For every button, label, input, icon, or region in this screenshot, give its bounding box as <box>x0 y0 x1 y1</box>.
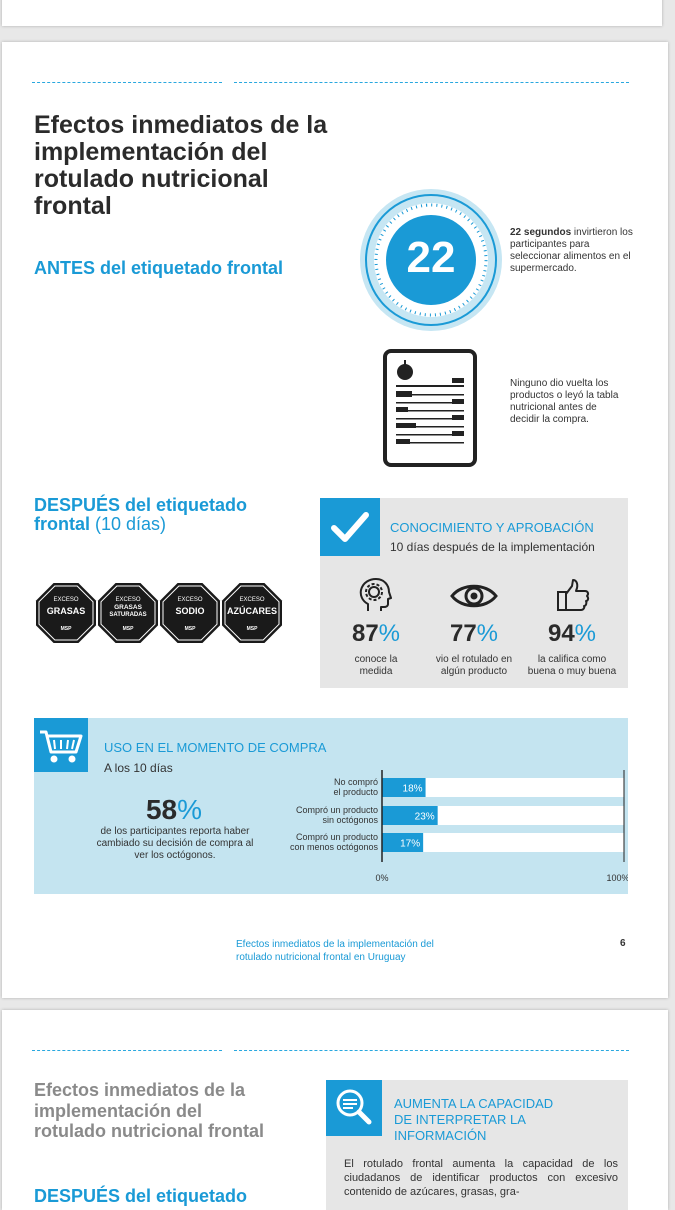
octagon-top-text: EXCESO <box>115 597 141 603</box>
conocimiento-subtitle: 10 días después de la implementación <box>390 540 595 554</box>
octagon-row <box>35 582 283 646</box>
uso-title: USO EN EL MOMENTO DE COMPRA <box>104 740 327 755</box>
eye-icon <box>450 582 498 610</box>
stat-conoce <box>334 620 418 678</box>
warning-octagon <box>97 582 159 644</box>
previous-page <box>2 0 662 26</box>
octagon-sub-text: MSP <box>122 626 134 632</box>
stat-label: la califica como buena o muy buena <box>527 654 617 677</box>
despues-heading-bold: DESPUÉS del etiquetado frontal <box>34 495 248 534</box>
octagon-top-text: EXCESO <box>177 597 203 603</box>
ninguno-description: Ninguno dio vuelta los productos o leyó la tabla nutricional antes de decidir la compra. <box>510 378 619 425</box>
stat-value: 94% <box>547 620 597 647</box>
bar-chart-svg <box>264 766 628 894</box>
aumenta-title: AUMENTA LA CAPACIDAD DE INTERPRETAR LA INFORMACIÓN <box>394 1096 554 1143</box>
category-label: Compró un producto <box>295 805 378 815</box>
octagon-main-text: SATURADAS <box>109 612 147 618</box>
stat-califica <box>526 620 618 678</box>
octagon-main-text: GRASAS <box>46 606 86 616</box>
uso-subtitle: A los 10 días <box>104 761 173 775</box>
seconds-value: 22 <box>406 233 456 282</box>
purchase-bar-chart <box>264 766 628 894</box>
octagon-sub-text: MSP <box>60 626 72 632</box>
big-stat-value: 58% <box>145 794 203 825</box>
aumenta-panel <box>326 1080 628 1210</box>
octagon-main-text: SODIO <box>175 606 205 616</box>
bar-value-label: 18% <box>402 783 423 795</box>
bar-value-label: 23% <box>414 811 435 823</box>
category-label: con menos octógonos <box>289 842 378 852</box>
header-rule-left <box>32 82 222 83</box>
warning-octagon <box>221 582 283 644</box>
axis-max-label: 100% <box>606 873 628 883</box>
category-label: el producto <box>333 787 378 797</box>
magnifier-icon <box>326 1080 382 1136</box>
despues-heading <box>34 496 304 534</box>
octagon-main-text: GRASAS <box>114 604 142 611</box>
bar-value-label: 17% <box>400 838 421 850</box>
stat-label: vio el rotulado en algún producto <box>435 654 513 677</box>
shopping-cart-icon <box>34 718 88 772</box>
despues-heading-partial: DESPUÉS del etiquetado <box>34 1186 248 1206</box>
page-6 <box>2 42 668 998</box>
uso-panel <box>34 718 628 894</box>
warning-octagon <box>35 582 97 644</box>
axis-min-label: 0% <box>375 873 389 883</box>
stat-value: 87% <box>351 620 401 647</box>
checkmark-icon <box>320 498 380 556</box>
nutrition-label-icon <box>382 348 478 468</box>
octagon-top-text: EXCESO <box>239 597 265 603</box>
stat-value: 77% <box>449 620 499 647</box>
stat-vio <box>432 620 516 678</box>
octagon-top-text: EXCESO <box>53 597 79 603</box>
page-7 <box>2 1010 668 1210</box>
checkmark-box <box>320 498 380 556</box>
timer-graphic <box>358 187 504 333</box>
thumbs-up-icon <box>556 578 590 612</box>
warning-octagon <box>159 582 221 644</box>
octagon-main-text: AZÚCARES <box>226 606 277 616</box>
category-label: sin octógonos <box>322 815 378 825</box>
conocimiento-title: CONOCIMIENTO Y APROBACIÓN <box>390 520 594 535</box>
big-stat-text: de los participantes reporta haber cambiado su decisión de compra al ver los octógonos. <box>96 826 254 861</box>
octagon-sub-text: MSP <box>184 626 196 632</box>
page-title: Efectos inmediatos de la implementación del rotulado nutricional frontal <box>34 111 328 220</box>
cart-box <box>34 718 88 772</box>
seconds-text: invirtieron los participantes para seleccionar alimentos en el supermercado. <box>510 227 633 274</box>
seconds-description <box>510 227 635 275</box>
seconds-bold: 22 segundos <box>510 227 572 238</box>
despues-heading-light: (10 días) <box>95 514 167 534</box>
header-rule-right <box>234 1050 629 1051</box>
page-title: Efectos inmediatos de la implementación del rotulado nutricional frontal <box>34 1080 264 1141</box>
conocimiento-panel <box>320 498 628 688</box>
antes-heading: ANTES del etiquetado frontal <box>34 258 284 278</box>
octagon-sub-text: MSP <box>246 626 258 632</box>
page-number: 6 <box>620 938 626 949</box>
head-gear-icon <box>358 578 392 614</box>
magnifier-box <box>326 1080 382 1136</box>
header-rule-right <box>234 82 629 83</box>
header-rule-left <box>32 1050 222 1051</box>
aumenta-body: El rotulado frontal aumenta la capacidad de los ciudadanos de identificar productos con excesivo contenido de azúcares, grasas, gra- <box>344 1158 618 1198</box>
category-label: Compró un producto <box>295 832 378 842</box>
stat-label: conoce la medida <box>354 654 398 677</box>
category-label: No compró <box>333 777 378 787</box>
footer-text: Efectos inmediatos de la implementación del rotulado nutricional frontal en Uruguay <box>236 939 434 963</box>
